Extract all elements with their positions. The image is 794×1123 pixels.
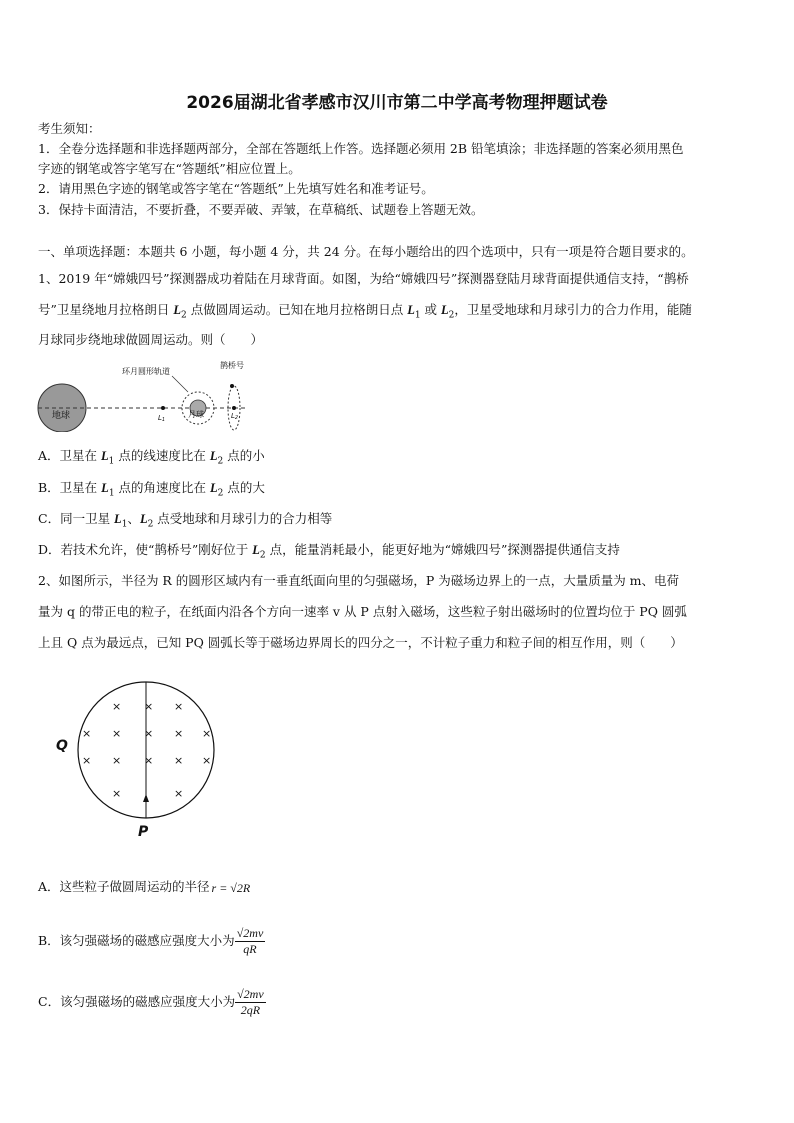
q1-option-d[interactable]: D．若技术允许，使“鹊桥号”刚好位于 $L_2$ 点，能量消耗最小，能更好地为“嫦娥四号”探测器提供通信支持 [38,542,620,561]
orbit-pointer [172,376,188,392]
notice-item-3: 3．保持卡面清洁，不要折叠，不要弄破、弄皱，在草稿纸、试题卷上答题无效。 [38,202,484,217]
field-crosses [82,700,211,800]
q2-stem-line1: 2、如图所示，半径为 R 的圆形区域内有一垂直纸面向里的匀强磁场，P 为磁场边界上的一点，大量质量为 m、电荷 [38,573,680,588]
field-cross: × [174,727,184,740]
P-label: P [138,824,149,840]
field-cross: × [144,727,154,740]
field-cross: × [202,727,212,740]
q2-option-c[interactable]: C．该匀强磁场的磁感应强度大小为 $\frac{√2mv}{2qR}$ [38,987,264,1017]
Q-label: Q [56,738,68,754]
moon-label: 月球 [188,410,204,419]
field-cross: × [112,727,122,740]
L1-point [161,406,165,410]
q2-option-b[interactable]: B．该匀强磁场的磁感应强度大小为 $\frac{√2mv}{qR}$ [38,926,264,956]
q2-option-b-formula: $\frac{√2mv}{qR}$ [236,926,264,956]
notice-item-1: 1．全卷分选择题和非选择题两部分，全部在答题纸上作答。选择题必须用 2B 铅笔填涂；非选择题的答案必须用黑色 [38,141,684,156]
field-cross: × [82,727,92,740]
q1-option-b[interactable]: B．卫星在 $L_1$ 点的角速度比在 $L_2$ 点的大 [38,480,265,499]
orbit-label: 环月圆形轨道 [122,367,170,376]
field-cross: × [112,787,122,800]
field-cross: × [112,700,122,713]
field-cross: × [144,700,154,713]
q2-option-c-formula: $\frac{√2mv}{2qR}$ [237,987,264,1017]
q2-option-a-formula: r = √2R [211,880,251,895]
relay-satellite [230,384,234,388]
q1-option-c[interactable]: C．同一卫星 $L_1$、$L_2$ 点受地球和月球引力的合力相等 [38,511,333,530]
L2-label: L2 [231,412,239,421]
field-cross: × [174,700,184,713]
notice-item-2: 2．请用黑色字迹的钢笔或答字笔在“答题纸”上先填写姓名和准考证号。 [38,181,434,196]
section-heading: 一、单项选择题：本题共 6 小题，每小题 4 分，共 24 分。在每小题给出的四个选项中，只有一项是符合题目要求的。 [38,244,694,259]
L2-point [232,406,236,410]
notice-heading: 考生须知： [38,121,101,136]
q1-stem-line2: 号”卫星绕地月拉格朗日 $L_2$ 点做圆周运动。已知在地月拉格朗日点 $L_1$ 或 $L_2$，卫星受地球和月球引力的合力作用，能随 [38,302,692,321]
entry-arrow [143,794,149,802]
q2-stem-line3: 上且 Q 点为最远点，已知 PQ 圆弧长等于磁场边界周长的四分之一，不计粒子重力和粒子间的相互作用，则（ ） [38,635,683,650]
field-cross: × [112,754,122,767]
q1-stem-line3: 月球同步绕地球做圆周运动。则（ ） [38,332,264,347]
q2-option-a[interactable]: A．这些粒子做圆周运动的半径 r = √2R [38,879,251,895]
q2-stem-line2: 量为 q 的带正电的粒子，在纸面内沿各个方向一速率 v 从 P 点射入磁场，这些粒子射出磁场时的位置均位于 PQ 圆弧 [38,604,687,619]
q1-option-a[interactable]: A．卫星在 $L_1$ 点的线速度比在 $L_2$ 点的小 [38,448,265,467]
notice-item-1-cont: 字迹的钢笔或答字笔写在“答题纸”相应位置上。 [38,161,301,176]
field-cross: × [174,787,184,800]
field-cross: × [202,754,212,767]
relay-label: 鹊桥号 [220,361,244,370]
L1-label: L1 [158,414,166,423]
q2-magnetic-field-figure [50,676,230,842]
field-cross: × [144,754,154,767]
field-cross: × [82,754,92,767]
field-cross: × [174,754,184,767]
earth-label: 地球 [52,411,71,421]
q1-stem-line1: 1、2019 年“嫦娥四号”探测器成功着陆在月球背面。如图，为给“嫦娥四号”探测器登陆月球背面提供通信支持，“鹊桥 [38,271,689,286]
exam-title: 2026届湖北省孝感市汉川市第二中学高考物理押题试卷 [186,93,608,113]
q1-earth-moon-figure [36,356,256,432]
